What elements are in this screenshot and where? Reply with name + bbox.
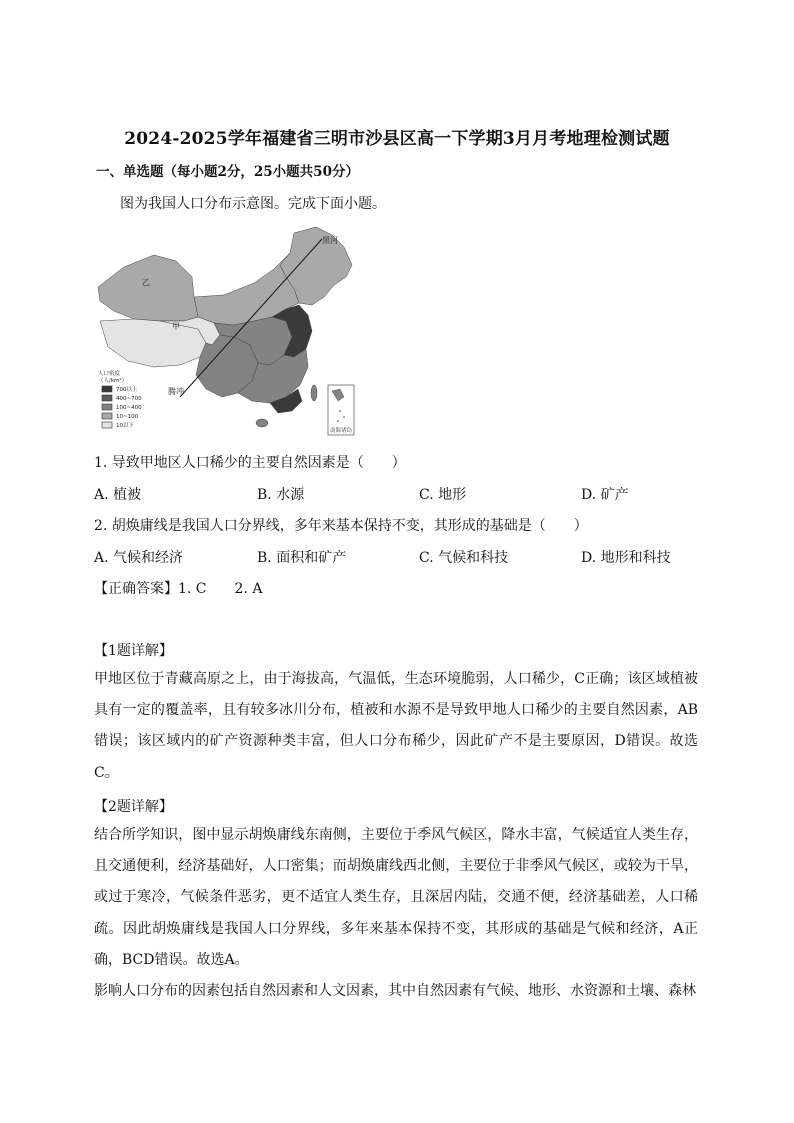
detail-2-text-continued: 影响人口分布的因素包括自然因素和人文因素，其中自然因素有气候、地形、水资源和土壤、森林 — [94, 983, 696, 999]
page-title: 2024-2025学年福建省三明市沙县区高一下学期3月月考地理检测试题 — [124, 129, 670, 149]
map-label-tengchong: 腾冲 — [168, 387, 184, 396]
q1-option-b: B. 水源 — [257, 487, 305, 503]
map-label-yi: 乙 — [142, 278, 150, 287]
map-region-xinjiang — [98, 255, 198, 321]
detail-1-text: 甲地区位于青藏高原之上，由于海拔高，气温低，生态环境脆弱，人口稀少，C正确；该区域植被具有一定的覆盖率，且有较多冰川分布，植被和水源不是导致甲地人口稀少的主要自然因素，AB错误；该区域内的矿产资源种类丰富，但人口分布稀少，因此矿产不是主要原因，D错误。故选C。 — [94, 671, 698, 781]
map-taiwan — [311, 385, 317, 401]
question-intro: 图为我国人口分布示意图。完成下面小题。 — [120, 196, 386, 212]
q2-option-c: C. 气候和科技 — [419, 550, 509, 566]
detail-1-header: 【1题详解】 — [94, 643, 173, 659]
q2-option-a: A. 气候和经济 — [94, 550, 184, 566]
legend-unit: （人/km²） — [98, 378, 128, 384]
south-sea-inset — [328, 385, 354, 435]
china-population-map — [94, 225, 356, 440]
question-2-stem: 2. 胡焕庸线是我国人口分界线，多年来基本保持不变，其形成的基础是（ ） — [94, 518, 588, 534]
legend-item-2: 400~700 — [116, 396, 142, 402]
legend-item-3: 100~400 — [116, 405, 142, 411]
legend-title: 人口密度 — [98, 371, 121, 377]
inset-label: 南海诸岛 — [330, 428, 353, 434]
q2-option-d: D. 地形和科技 — [581, 550, 671, 566]
question-1-stem: 1. 导致甲地区人口稀少的主要自然因素是（ ） — [94, 455, 406, 471]
legend-swatch-1 — [102, 386, 112, 392]
detail-2-header: 【2题详解】 — [94, 799, 173, 815]
section-heading: 一、单选题（每小题2分，25小题共50分） — [96, 164, 359, 180]
legend-item-4: 10~100 — [116, 414, 139, 420]
map-label-jia: 甲 — [172, 322, 180, 331]
legend-item-5: 10以下 — [116, 423, 134, 429]
q1-option-d: D. 矿产 — [581, 487, 629, 503]
q2-option-b: B. 面积和矿产 — [257, 550, 347, 566]
q1-option-c: C. 地形 — [419, 487, 467, 503]
legend-item-1: 700以上 — [116, 387, 138, 393]
legend-swatch-3 — [102, 404, 112, 410]
detail-2-text: 结合所学知识，图中显示胡焕庸线东南侧，主要位于季风气候区，降水丰富，气候适宜人类生存，且交通便利，经济基础好，人口密集；而胡焕庸线西北侧，主要位于非季风气候区，或较为干旱，或过于寒冷，气候条件恶劣，更不适宜人类生存，且深居内陆，交通不便，经济基础差，人口稀疏。因此胡焕庸线是我国人口分界线，多年来基本保持不变，其形成的基础是气候和经济，A正确，BCD错误。故选A。 — [94, 827, 698, 968]
legend-swatch-5 — [102, 422, 112, 428]
legend-swatch-2 — [102, 395, 112, 401]
q1-option-a: A. 植被 — [94, 487, 142, 503]
correct-answer: 【正确答案】1. C 2. A — [94, 581, 263, 597]
map-hainan — [256, 419, 268, 427]
map-legend — [98, 369, 142, 429]
map-label-heihe: 黑河 — [322, 236, 338, 245]
legend-swatch-4 — [102, 413, 112, 419]
